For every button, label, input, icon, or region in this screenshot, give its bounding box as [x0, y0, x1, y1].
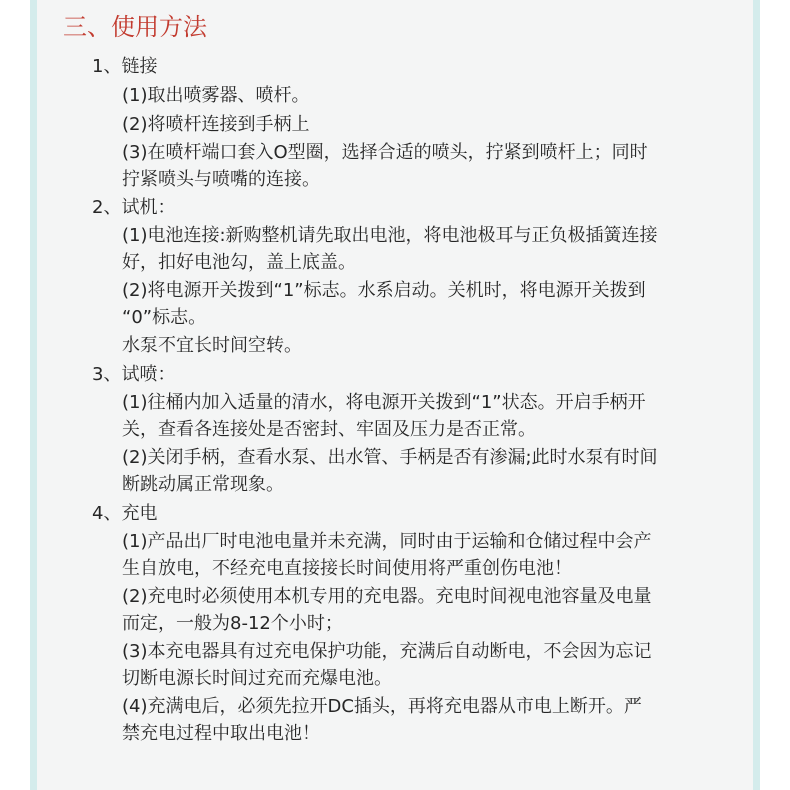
- step-heading-connect: 1、链接: [92, 56, 158, 77]
- step-line: (2)充电时必须使用本机专用的充电器。充电时间视电池容量及电量: [122, 586, 652, 607]
- step-line: 禁充电过程中取出电池！: [122, 723, 320, 744]
- step-line: 好，扣好电池勾，盖上底盖。: [122, 252, 356, 273]
- step-line: (3)在喷杆端口套入O型圈，选择合适的喷头，拧紧到喷杆上；同时: [122, 142, 648, 163]
- step-line: 切断电源长时间过充而充爆电池。: [122, 668, 392, 689]
- step-line: 而定，一般为8-12个小时；: [122, 613, 343, 634]
- step-heading-test-run: 2、试机：: [92, 197, 176, 218]
- step-line: (3)本充电器具有过充电保护功能，充满后自动断电，不会因为忘记: [122, 641, 652, 662]
- step-heading-test-spray: 3、试喷：: [92, 364, 176, 385]
- step-line: (2)将电源开关拨到“1”标志。水系启动。关机时，将电源开关拨到: [122, 280, 646, 301]
- step-line: 生自放电，不经充电直接接长时间使用将严重创伤电池！: [122, 558, 572, 579]
- step-line: 水泵不宜长时间空转。: [122, 335, 302, 356]
- step-line: (1)电池连接:新购整机请先取出电池，将电池极耳与正负极插簧连接: [122, 225, 658, 246]
- step-heading-charging: 4、充电: [92, 503, 158, 524]
- section-title: 三、使用方法: [63, 13, 207, 41]
- step-line: (2)将喷杆连接到手柄上: [122, 114, 310, 135]
- step-line: 关，查看各连接处是否密封、牢固及压力是否正常。: [122, 419, 536, 440]
- step-line: (4)充满电后，必须先拉开DC插头，再将充电器从市电上断开。严: [122, 696, 642, 717]
- step-line: 拧紧喷头与喷嘴的连接。: [122, 169, 320, 190]
- step-line: (1)取出喷雾器、喷杆。: [122, 85, 310, 106]
- step-line: (2)关闭手柄，查看水泵、出水管、手柄是否有渗漏;此时水泵有时间: [122, 447, 658, 468]
- step-line: “0”标志。: [122, 307, 207, 328]
- step-line: (1)产品出厂时电池电量并未充满，同时由于运输和仓储过程中会产: [122, 531, 652, 552]
- step-line: 断跳动属正常现象。: [122, 474, 284, 495]
- step-line: (1)往桶内加入适量的清水，将电源开关拨到“1”状态。开启手柄开: [122, 392, 646, 413]
